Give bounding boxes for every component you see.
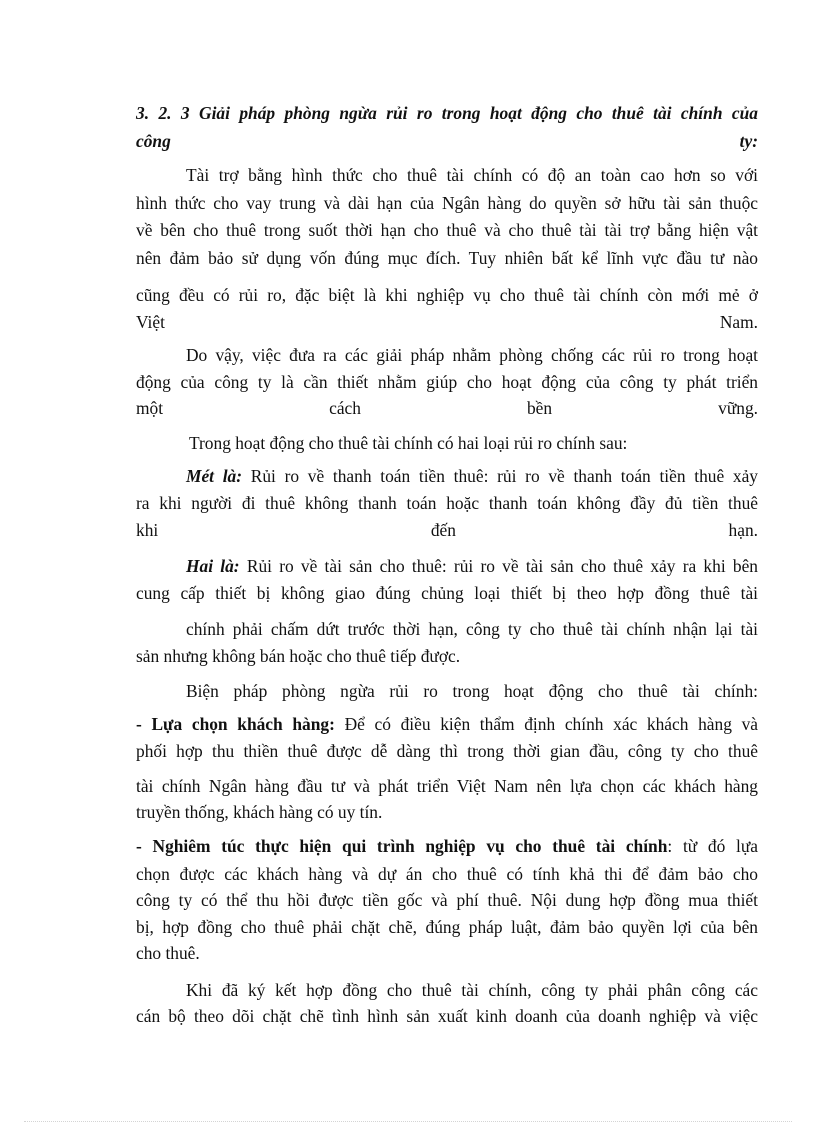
paragraph-1-line: Tài trợ bằng hình thức cho thuê tài chính có độ an toàn cao hơn so với: [186, 165, 758, 185]
paragraph-9-line: cán bộ theo dõi chặt chẽ tình hình sản xuất kinh doanh của doanh nghiệp và việc: [136, 1006, 758, 1026]
paragraph-8-line: cho thuê.: [136, 943, 200, 963]
section-heading-line-1: 3. 2. 3 Giải pháp phòng ngừa rủi ro trong hoạt động cho thuê tài chính của: [136, 103, 758, 123]
paragraph-4-line: khi đến hạn.: [136, 520, 758, 540]
paragraph-4-line: [186, 466, 758, 486]
paragraph-6-line: Biện pháp phòng ngừa rủi ro trong hoạt động cho thuê tài chính:: [186, 681, 758, 701]
paragraph-2-line: Do vậy, việc đưa ra các giải pháp nhằm phòng chống các rủi ro trong hoạt: [186, 345, 758, 365]
paragraph-3-line: Trong hoạt động cho thuê tài chính có hai loại rủi ro chính sau:: [189, 433, 628, 453]
paragraph-1-line: nên đảm bảo sử dụng vốn đúng mục đích. Tuy nhiên bất kể lĩnh vực đầu tư nào: [136, 248, 758, 268]
paragraph-7-line: truyền thống, khách hàng có uy tín.: [136, 802, 383, 822]
paragraph-8-line: bị, hợp đồng cho thuê phải chặt chẽ, đúng pháp luật, đảm bảo quyền lợi của bên: [136, 917, 758, 937]
paragraph-5-line: chính phải chấm dứt trước thời hạn, công ty cho thuê tài chính nhận lại tài: [186, 619, 758, 639]
paragraph-7-line: phối hợp thu thiền thuê được dễ dàng thì trong thời gian đầu, công ty cho thuê: [136, 741, 758, 761]
page-bottom-divider: [24, 1121, 792, 1122]
paragraph-5-label: Hai là:: [186, 556, 240, 576]
paragraph-8-text: : từ đó lựa: [667, 836, 759, 856]
paragraph-1-line: về bên cho thuê trong suốt thời hạn cho thuê và cho thuê tài tài trợ bằng hiện vật: [136, 220, 758, 240]
paragraph-7-label: - Lựa chọn khách hàng:: [136, 714, 335, 734]
paragraph-7-line: tài chính Ngân hàng đầu tư và phát triển Việt Nam nên lựa chọn các khách hàng: [136, 776, 758, 796]
paragraph-5-line: sản nhưng không bán hoặc cho thuê tiếp được.: [136, 646, 461, 666]
paragraph-4-text: Rủi ro về thanh toán tiền thuê: rủi ro về thanh toán tiền thuê xảy: [242, 466, 758, 486]
paragraph-1-line: hình thức cho vay trung và dài hạn của Ngân hàng do quyền sở hữu tài sản thuộc: [136, 193, 758, 213]
paragraph-5-text: Rủi ro về tài sản cho thuê: rủi ro về tài sản cho thuê xảy ra khi bên: [239, 556, 758, 576]
paragraph-1-line: Việt Nam.: [136, 312, 758, 332]
section-heading-line-2: công ty:: [136, 131, 758, 151]
paragraph-5-line: cung cấp thiết bị không giao đúng chủng loại thiết bị theo hợp đồng thuê tài: [136, 583, 758, 603]
paragraph-1-line: cũng đều có rủi ro, đặc biệt là khi nghiệp vụ cho thuê tài chính còn mới mẻ ở: [136, 285, 758, 305]
paragraph-9-line: Khi đã ký kết hợp đồng cho thuê tài chính, công ty phải phân công các: [186, 980, 758, 1000]
paragraph-4-label: Mét là:: [186, 466, 243, 486]
paragraph-7-text: Để có điều kiện thẩm định chính xác khách hàng và: [334, 714, 758, 734]
paragraph-8-line: công ty có thể thu hồi được tiền gốc và phí thuê. Nội dung hợp đồng mua thiết: [136, 890, 758, 910]
paragraph-2-line: một cách bền vững.: [136, 398, 758, 418]
paragraph-4-line: ra khi người đi thuê không thanh toán hoặc thanh toán không đầy đủ tiền thuê: [136, 493, 758, 513]
paragraph-8-line: [136, 836, 758, 856]
paragraph-8-label: - Nghiêm túc thực hiện qui trình nghiệp vụ cho thuê tài chính: [136, 836, 668, 856]
paragraph-8-line: chọn được các khách hàng và dự án cho thuê có tính khả thi để đảm bảo cho: [136, 864, 758, 884]
paragraph-5-line: [186, 556, 758, 576]
paragraph-7-line: [136, 714, 758, 734]
paragraph-2-line: động của công ty là cần thiết nhằm giúp cho hoạt động của công ty phát triển: [136, 372, 758, 392]
